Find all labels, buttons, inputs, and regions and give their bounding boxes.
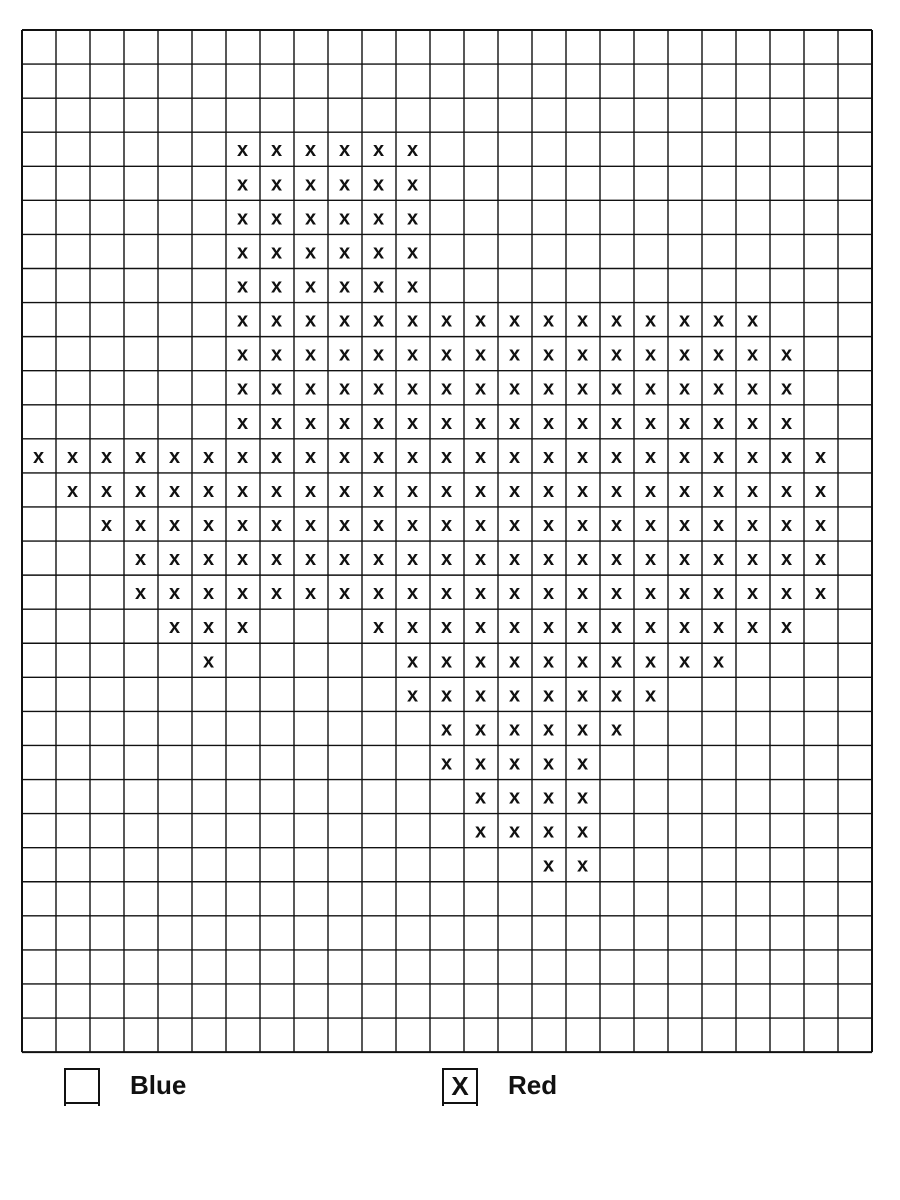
cell-mark-x: x (270, 377, 283, 400)
cell-mark-x: x (508, 309, 521, 332)
cell-mark-x: x (406, 411, 419, 434)
cell-mark-x: x (542, 650, 555, 673)
cell-mark-x: x (338, 377, 351, 400)
legend-swatch-x: X (442, 1068, 478, 1104)
cell-mark-x: x (236, 616, 249, 639)
cell-mark-x: x (712, 309, 725, 332)
cell-mark-x: x (304, 343, 317, 366)
cell-mark-x: x (202, 445, 215, 468)
cell-mark-x: x (202, 650, 215, 673)
cell-mark-x: x (440, 616, 453, 639)
cell-mark-x: x (678, 343, 691, 366)
cell-mark-x: x (338, 309, 351, 332)
cell-mark-x: x (780, 616, 793, 639)
cell-mark-x: x (508, 479, 521, 502)
cell-mark-x: x (372, 616, 385, 639)
cell-mark-x: x (440, 309, 453, 332)
cell-mark-x: x (372, 411, 385, 434)
cell-mark-x: x (304, 275, 317, 298)
cell-mark-x: x (746, 343, 759, 366)
cell-mark-x: x (644, 684, 657, 707)
cell-mark-x: x (372, 241, 385, 264)
cell-mark-x: x (372, 139, 385, 162)
cell-mark-x: x (338, 173, 351, 196)
cell-mark-x: x (304, 207, 317, 230)
cell-mark-x: x (576, 582, 589, 605)
legend-label-blue: Blue (130, 1070, 187, 1100)
cell-mark-x: x (542, 411, 555, 434)
cell-mark-x: x (508, 752, 521, 775)
cell-mark-x: x (610, 616, 623, 639)
cell-mark-x: x (712, 377, 725, 400)
cell-mark-x: x (814, 479, 827, 502)
cell-mark-x: x (270, 479, 283, 502)
cell-mark-x: x (236, 241, 249, 264)
cell-mark-x: x (236, 173, 249, 196)
cell-mark-x: x (406, 548, 419, 571)
cell-mark-x: x (372, 343, 385, 366)
cell-mark-x: x (474, 479, 487, 502)
cell-mark-x: x (406, 582, 419, 605)
cell-mark-x: x (542, 786, 555, 809)
cell-mark-x: x (814, 445, 827, 468)
cell-mark-x: x (270, 548, 283, 571)
cell-mark-x: x (508, 548, 521, 571)
cell-mark-x: x (168, 445, 181, 468)
cell-mark-x: x (338, 343, 351, 366)
cell-mark-x: x (406, 241, 419, 264)
cell-mark-x: x (406, 650, 419, 673)
cell-mark-x: x (508, 514, 521, 537)
cell-mark-x: x (236, 582, 249, 605)
cell-mark-x: x (508, 786, 521, 809)
cell-mark-x: x (338, 241, 351, 264)
cell-mark-x: x (270, 343, 283, 366)
cell-mark-x: x (406, 445, 419, 468)
cell-mark-x: x (508, 445, 521, 468)
cell-mark-x: x (474, 309, 487, 332)
cell-mark-x: x (304, 377, 317, 400)
cell-mark-x: x (576, 411, 589, 434)
cell-mark-x: x (134, 479, 147, 502)
cell-mark-x: x (270, 309, 283, 332)
cell-mark-x: x (576, 786, 589, 809)
cell-mark-x: x (236, 445, 249, 468)
cell-mark-x: x (134, 582, 147, 605)
cell-mark-x: x (576, 548, 589, 571)
cell-mark-x: x (202, 548, 215, 571)
cell-mark-x: x (66, 445, 79, 468)
cell-mark-x: x (270, 411, 283, 434)
cell-mark-x: x (576, 854, 589, 877)
cell-mark-x: x (474, 684, 487, 707)
cell-mark-x: x (474, 514, 487, 537)
cell-mark-x: x (576, 684, 589, 707)
cell-mark-x: x (644, 309, 657, 332)
cell-mark-x: x (712, 479, 725, 502)
cell-mark-x: x (780, 343, 793, 366)
cell-mark-x: x (270, 173, 283, 196)
cell-mark-x: x (576, 479, 589, 502)
cell-mark-x: x (440, 752, 453, 775)
cell-mark-x: x (746, 616, 759, 639)
cell-mark-x: x (576, 718, 589, 741)
cell-mark-x: x (168, 514, 181, 537)
cell-mark-x: x (270, 582, 283, 605)
cell-mark-x: x (780, 411, 793, 434)
cell-mark-x: x (542, 616, 555, 639)
cell-mark-x: x (678, 445, 691, 468)
cell-mark-x: x (474, 445, 487, 468)
cell-mark-x: x (576, 650, 589, 673)
cell-mark-x: x (678, 411, 691, 434)
cell-mark-x: x (304, 309, 317, 332)
cell-mark-x: x (406, 684, 419, 707)
cell-mark-x: x (746, 479, 759, 502)
cell-mark-x: x (644, 616, 657, 639)
cell-mark-x: x (542, 309, 555, 332)
cell-mark-x: x (610, 650, 623, 673)
cell-mark-x: x (338, 514, 351, 537)
cell-mark-x: x (406, 139, 419, 162)
cell-mark-x: x (236, 411, 249, 434)
cell-mark-x: x (270, 207, 283, 230)
cell-mark-x: x (678, 616, 691, 639)
cell-mark-x: x (202, 616, 215, 639)
cell-mark-x: x (100, 514, 113, 537)
cell-mark-x: x (236, 343, 249, 366)
cell-mark-x: x (202, 582, 215, 605)
cell-mark-x: x (236, 207, 249, 230)
cell-mark-x: x (508, 582, 521, 605)
cell-mark-x: x (304, 582, 317, 605)
cell-mark-x: x (236, 514, 249, 537)
cell-mark-x: x (236, 377, 249, 400)
cell-mark-x: x (474, 548, 487, 571)
cell-mark-x: x (508, 650, 521, 673)
cell-mark-x: x (644, 343, 657, 366)
cell-mark-x: x (406, 479, 419, 502)
cell-mark-x: x (610, 343, 623, 366)
cell-mark-x: x (440, 684, 453, 707)
cell-mark-x: x (372, 479, 385, 502)
cell-mark-x: x (712, 582, 725, 605)
cell-mark-x: x (508, 411, 521, 434)
cell-mark-x: x (270, 514, 283, 537)
cell-mark-x: x (576, 616, 589, 639)
cell-mark-x: x (474, 820, 487, 843)
cell-mark-x: x (712, 445, 725, 468)
cell-mark-x: x (236, 548, 249, 571)
cell-mark-x: x (168, 616, 181, 639)
cell-mark-x: x (304, 139, 317, 162)
cell-mark-x: x (304, 479, 317, 502)
cell-mark-x: x (542, 377, 555, 400)
cell-mark-x: x (304, 241, 317, 264)
cell-mark-x: x (610, 684, 623, 707)
cell-mark-x: x (440, 514, 453, 537)
cell-mark-x: x (576, 377, 589, 400)
cell-mark-x: x (678, 309, 691, 332)
cell-mark-x: x (542, 752, 555, 775)
cell-mark-x: x (440, 548, 453, 571)
cell-mark-x: x (712, 548, 725, 571)
cell-mark-x: x (746, 377, 759, 400)
cell-mark-x: x (372, 582, 385, 605)
cell-mark-x: x (372, 207, 385, 230)
cell-mark-x: x (304, 411, 317, 434)
cell-mark-x: x (780, 548, 793, 571)
cell-mark-x: x (576, 752, 589, 775)
cell-mark-x: x (32, 445, 45, 468)
cell-mark-x: x (440, 582, 453, 605)
cell-mark-x: x (746, 582, 759, 605)
cell-mark-x: x (202, 479, 215, 502)
cell-mark-x: x (440, 445, 453, 468)
cell-mark-x: x (372, 377, 385, 400)
cell-mark-x: x (440, 411, 453, 434)
cell-mark-x: x (542, 820, 555, 843)
cell-mark-x: x (270, 241, 283, 264)
cell-mark-x: x (644, 411, 657, 434)
cell-mark-x: x (746, 548, 759, 571)
cell-mark-x: x (576, 820, 589, 843)
cell-mark-x: x (406, 616, 419, 639)
cell-mark-x: x (780, 479, 793, 502)
cell-mark-x: x (474, 752, 487, 775)
cell-mark-x: x (406, 377, 419, 400)
cell-mark-x: x (134, 548, 147, 571)
cell-mark-x: x (712, 650, 725, 673)
cell-mark-x: x (372, 445, 385, 468)
cell-mark-x: x (270, 445, 283, 468)
cell-mark-x: x (780, 377, 793, 400)
cell-mark-x: x (712, 411, 725, 434)
cell-mark-x: x (644, 514, 657, 537)
cell-mark-x: x (440, 343, 453, 366)
cell-mark-x: x (406, 207, 419, 230)
cell-mark-x: x (66, 479, 79, 502)
cell-mark-x: x (372, 514, 385, 537)
cell-mark-x: x (814, 514, 827, 537)
cell-mark-x: x (168, 479, 181, 502)
cell-mark-x: x (678, 514, 691, 537)
cell-mark-x: x (508, 343, 521, 366)
cell-mark-x: x (576, 514, 589, 537)
cell-mark-x: x (304, 445, 317, 468)
cell-mark-x: x (508, 377, 521, 400)
cell-mark-x: x (610, 582, 623, 605)
cell-mark-x: x (644, 582, 657, 605)
cell-mark-x: x (474, 411, 487, 434)
cell-mark-x: x (712, 514, 725, 537)
cell-mark-x: x (304, 548, 317, 571)
cell-mark-x: x (644, 377, 657, 400)
cell-mark-x: x (746, 514, 759, 537)
cell-mark-x: x (474, 650, 487, 673)
cell-mark-x: x (508, 684, 521, 707)
cell-mark-x: x (746, 411, 759, 434)
cell-mark-x: x (610, 479, 623, 502)
cell-mark-x: x (338, 479, 351, 502)
cell-mark-x: x (338, 411, 351, 434)
cell-mark-x: x (372, 173, 385, 196)
cell-mark-x: x (474, 582, 487, 605)
cell-mark-x: x (542, 684, 555, 707)
cell-mark-x: x (100, 479, 113, 502)
cell-mark-x: x (644, 479, 657, 502)
cell-mark-x: x (406, 173, 419, 196)
cell-mark-x: x (270, 275, 283, 298)
cell-mark-x: x (746, 445, 759, 468)
cell-mark-x: x (372, 275, 385, 298)
cell-mark-x: x (474, 377, 487, 400)
cell-mark-x: x (508, 820, 521, 843)
cell-mark-x: x (610, 377, 623, 400)
cell-mark-x: x (236, 309, 249, 332)
cell-mark-x: x (202, 514, 215, 537)
cell-mark-x: x (712, 343, 725, 366)
cell-mark-x: x (542, 514, 555, 537)
cell-mark-x: x (780, 582, 793, 605)
cell-mark-x: x (168, 582, 181, 605)
cell-mark-x: x (576, 343, 589, 366)
cell-mark-x: x (780, 445, 793, 468)
cell-mark-x: x (542, 343, 555, 366)
cell-mark-x: x (474, 786, 487, 809)
cell-mark-x: x (610, 548, 623, 571)
cell-mark-x: x (610, 411, 623, 434)
cell-mark-x: x (542, 479, 555, 502)
cell-mark-x: x (610, 514, 623, 537)
cell-mark-x: x (508, 718, 521, 741)
cell-mark-x: x (304, 514, 317, 537)
grid-lines (22, 30, 872, 1052)
cell-mark-x: x (508, 616, 521, 639)
cell-mark-x: x (338, 582, 351, 605)
cell-mark-x: x (678, 650, 691, 673)
cell-mark-x: x (780, 514, 793, 537)
cell-mark-x: x (814, 582, 827, 605)
cell-mark-x: x (338, 445, 351, 468)
cell-mark-x: x (542, 854, 555, 877)
cell-mark-x: x (746, 309, 759, 332)
cell-mark-x: x (406, 514, 419, 537)
cell-mark-x: x (372, 309, 385, 332)
cell-mark-x: x (236, 139, 249, 162)
cell-mark-x: x (542, 445, 555, 468)
legend-label-red: Red (508, 1070, 558, 1100)
cell-mark-x: x (644, 445, 657, 468)
cell-mark-x: x (610, 718, 623, 741)
cell-mark-x: x (678, 582, 691, 605)
cell-mark-x: x (338, 139, 351, 162)
cell-mark-x: x (338, 207, 351, 230)
cell-mark-x: x (134, 514, 147, 537)
cell-mark-x: x (236, 479, 249, 502)
cell-mark-x: x (168, 548, 181, 571)
cell-mark-x: x (542, 718, 555, 741)
cell-mark-x: x (644, 650, 657, 673)
cell-mark-x: x (406, 309, 419, 332)
cell-mark-x: x (542, 582, 555, 605)
cell-mark-x: x (440, 479, 453, 502)
cell-mark-x: x (576, 445, 589, 468)
cell-mark-x: x (338, 275, 351, 298)
cell-mark-x: x (678, 548, 691, 571)
cell-mark-x: x (712, 616, 725, 639)
cell-mark-x: x (440, 377, 453, 400)
cell-mark-x: x (236, 275, 249, 298)
cell-mark-x: x (542, 548, 555, 571)
cell-mark-x: x (814, 548, 827, 571)
cell-mark-x: x (474, 718, 487, 741)
cell-mark-x: x (372, 548, 385, 571)
cell-mark-x: x (406, 275, 419, 298)
cell-mark-x: x (474, 343, 487, 366)
cell-mark-x: x (644, 548, 657, 571)
cell-mark-x: x (100, 445, 113, 468)
cell-mark-x: x (576, 309, 589, 332)
legend-swatch-empty (64, 1068, 100, 1104)
cell-mark-x: x (440, 718, 453, 741)
cell-mark-x: x (678, 479, 691, 502)
cell-mark-x: x (610, 309, 623, 332)
cell-mark-x: x (440, 650, 453, 673)
cell-mark-x: x (304, 173, 317, 196)
cell-mark-x: x (406, 343, 419, 366)
cell-mark-x: x (134, 445, 147, 468)
cell-mark-x: x (474, 616, 487, 639)
cell-mark-x: x (338, 548, 351, 571)
cell-mark-x: x (678, 377, 691, 400)
cell-mark-x: x (270, 139, 283, 162)
cell-mark-x: x (610, 445, 623, 468)
